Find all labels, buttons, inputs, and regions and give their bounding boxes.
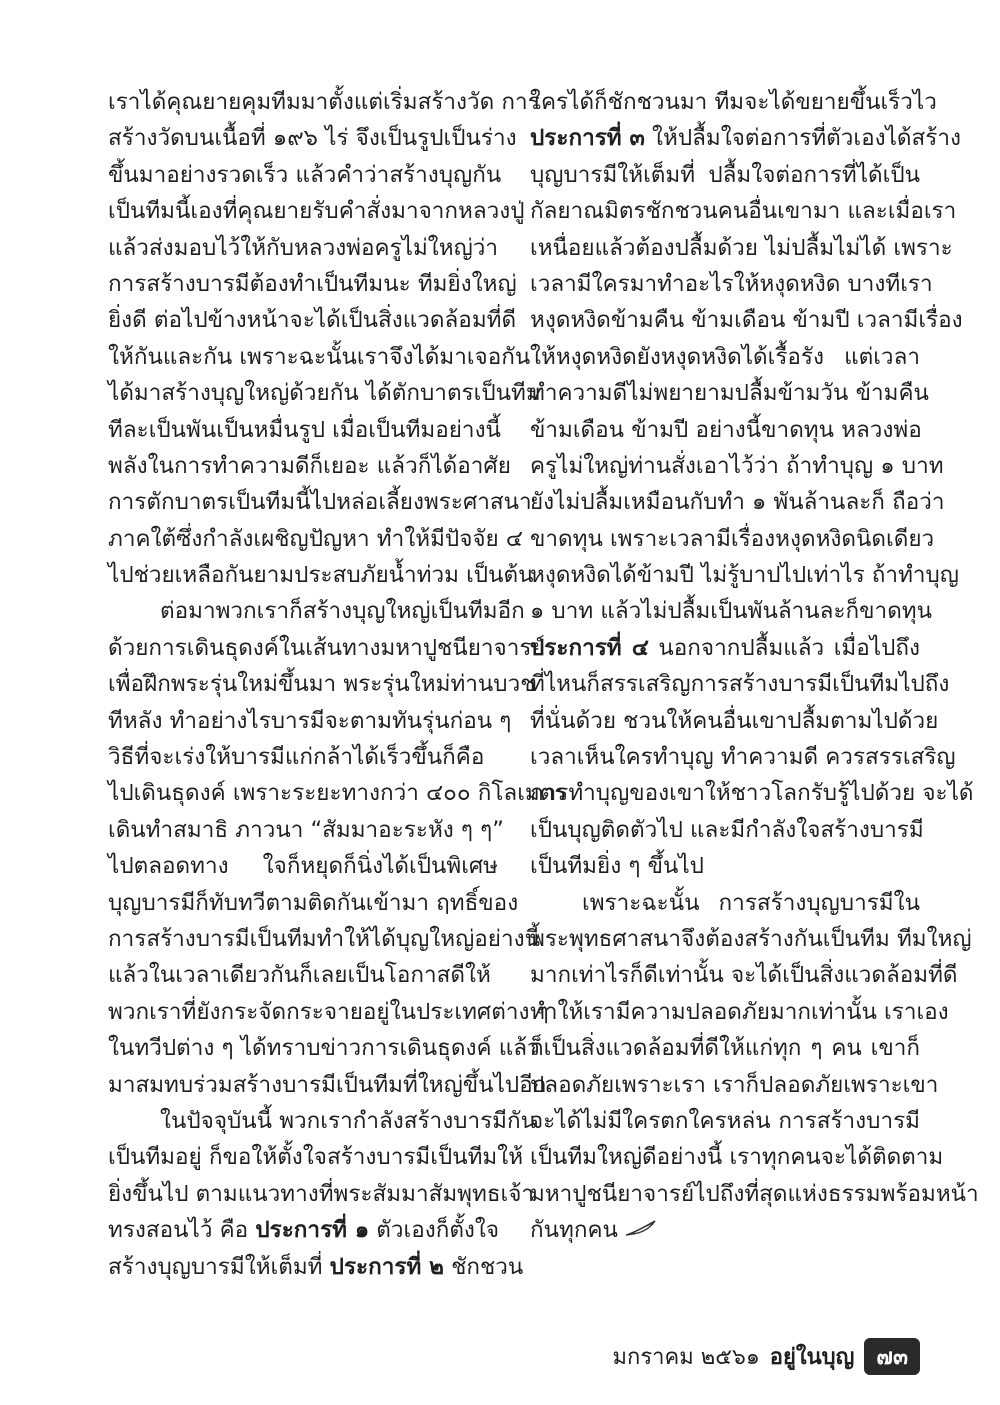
emphasis-text: ประการที่ ๑ <box>255 1217 370 1244</box>
line-text: บุญบารมีให้เต็มที่ ปลื้มใจต่อการที่ได้เป็น <box>530 161 920 188</box>
text-line <box>530 593 933 629</box>
text-line <box>530 775 974 811</box>
issue-date: มกราคม ๒๕๖๑ <box>612 1345 760 1370</box>
text-line <box>530 1067 939 1103</box>
text-line <box>530 1030 920 1066</box>
text-line <box>530 1176 979 1212</box>
feather-quill-icon <box>624 1212 658 1248</box>
line-text: แล้วในเวลาเดียวกันก็เลยเป็นโอกาสดีให้ <box>108 962 491 989</box>
text-line <box>530 339 920 375</box>
line-text: ในปัจจุบันนี้ พวกเรากำลังสร้างบารมีกัน <box>160 1107 537 1134</box>
line-text: พวกเราที่ยังกระจัดกระจายอยู่ในประเทศต่าง ๆ <box>108 998 549 1025</box>
line-text: เป็นบุญติดตัวไป และมีกำลังใจสร้างบารมี <box>530 816 924 843</box>
line-text: ทรงสอนไว้ คือ <box>108 1217 256 1244</box>
text-line <box>108 1176 535 1212</box>
text-line <box>108 812 504 848</box>
line-text: ไปช่วยเหลือกันยามประสบภัยน้ำท่วม เป็นต้น <box>108 562 534 589</box>
line-text: ข้ามเดือน ข้ามปี อย่างนี้ขาดทุน หลวงพ่อ <box>530 416 922 443</box>
text-line <box>108 448 511 484</box>
text-line <box>530 921 972 957</box>
text-line <box>108 739 498 775</box>
text-line <box>108 557 534 593</box>
page-number-badge: ๗๓ <box>864 1338 920 1375</box>
line-text: เหนื่อยแล้วต้องปลื้มด้วย ไม่ปลื้มไม่ได้ เพราะ <box>530 234 953 261</box>
line-text: ด้วยการเดินธุดงค์ในเส้นทางมหาปูชนียาจารย์ <box>108 634 545 661</box>
text-line <box>530 885 920 921</box>
line-text: ต่อมาพวกเราก็สร้างบุญใหญ่เป็นทีมอีก <box>160 598 525 625</box>
text-line <box>108 266 517 302</box>
line-text: สร้างบุญบารมีให้เต็มที่ <box>108 1253 330 1280</box>
text-line <box>530 994 949 1030</box>
line-text: ยิ่งดี ต่อไปข้างหน้าจะได้เป็นสิ่งแวดล้อมที่ดี <box>108 307 517 334</box>
text-line <box>108 1249 524 1285</box>
line-text: พระพุทธศาสนาจึงต้องสร้างกันเป็นทีม ทีมใหญ่ <box>530 925 972 952</box>
text-line <box>108 848 498 884</box>
line-text: พลังในการทำความดีก็เยอะ แล้วก็ได้อาศัย <box>108 452 511 479</box>
text-line <box>530 521 935 557</box>
text-line <box>530 812 924 848</box>
line-text: ตัวเองก็ตั้งใจ <box>369 1217 500 1244</box>
line-text: ที่ไหนก็สรรเสริญการสร้างบารมีเป็นทีมไปถึง <box>530 671 950 698</box>
line-text: เพื่อฝึกพระรุ่นใหม่ขึ้นมา พระรุ่นใหม่ท่านบวช <box>108 671 536 698</box>
line-text: ทีหลัง ทำอย่างไรบารมีจะตามทันรุ่นก่อน ๆ <box>108 707 512 734</box>
line-text: จะได้ไม่มีใครตกใครหล่น การสร้างบารมี <box>530 1107 920 1134</box>
right-column <box>530 84 979 1249</box>
text-line <box>108 230 498 266</box>
text-line <box>108 1030 540 1066</box>
line-text: กัลยาณมิตรชักชวนคนอื่นเขามา และเมื่อเรา <box>530 198 957 225</box>
line-text: ไปตลอดทาง ใจก็หยุดก็นิ่งได้เป็นพิเศษ <box>108 853 498 880</box>
text-line <box>108 1139 524 1175</box>
text-line <box>530 230 953 266</box>
text-line <box>530 484 945 520</box>
text-line <box>530 120 961 156</box>
text-line <box>108 957 498 993</box>
text-line <box>530 448 944 484</box>
text-line <box>108 521 523 557</box>
line-text: วิธีที่จะเร่งให้บารมีแก่กล้าได้เร็วขึ้นก็คือ <box>108 744 485 771</box>
line-text: ก็เป็นสิ่งแวดล้อมที่ดีให้แก่ทุก ๆ คน เขาก็ <box>530 1035 920 1062</box>
text-line <box>530 266 933 302</box>
text-line <box>108 703 512 739</box>
line-text: ในทวีปต่าง ๆ ได้ทราบข่าวการเดินธุดงค์ แล้ว <box>108 1035 540 1062</box>
line-text: ยิ่งขึ้นไป ตามแนวทางที่พระสัมมาสัมพุทธเจ้า <box>108 1180 535 1207</box>
emphasis-text: ประการที่ ๒ <box>329 1253 444 1280</box>
line-text: ทำความดีไม่พยายามปลื้มข้ามวัน ข้ามคืน <box>530 380 929 407</box>
text-line <box>530 412 920 448</box>
text-line <box>108 302 517 338</box>
text-line <box>108 484 532 520</box>
line-text: เพราะฉะนั้น การสร้างบุญบารมีใน <box>582 889 920 916</box>
line-text: เป็นทีมอยู่ ก็ขอให้ตั้งใจสร้างบารมีเป็นทีมให้ <box>108 1144 524 1171</box>
text-line <box>530 84 937 120</box>
text-line <box>108 1067 547 1103</box>
text-line <box>108 921 540 957</box>
line-text: มากเท่าไรก็ดีเท่านั้น จะได้เป็นสิ่งแวดล้อมที่ดี <box>530 962 958 989</box>
text-line <box>108 666 536 702</box>
line-text: แล้วส่งมอบไว้ให้กับหลวงพ่อครูไม่ใหญ่ว่า <box>108 234 499 261</box>
text-line <box>530 630 920 666</box>
text-line <box>108 1212 498 1248</box>
text-line <box>108 885 519 921</box>
text-line <box>108 630 545 666</box>
emphasis-text: ประการที่ ๓ <box>530 125 645 152</box>
line-text: ทำให้เรามีความปลอดภัยมากเท่านั้น เราเอง <box>530 998 949 1025</box>
line-text: ทีละเป็นพันเป็นหมื่นรูป เมื่อเป็นทีมอย่างนี้ <box>108 416 501 443</box>
text-line <box>108 193 525 229</box>
text-line <box>530 848 920 884</box>
left-column <box>108 84 567 1285</box>
line-text: บุญบารมีก็ทับทวีตามติดกันเข้ามา ฤทธิ์ของ <box>108 889 519 916</box>
magazine-title: อยู่ในบุญ <box>769 1345 855 1370</box>
text-line <box>108 120 517 156</box>
line-text: เป็นทีมนี้เองที่คุณยายรับคำสั่งมาจากหลวงปู่ <box>108 198 525 225</box>
line-text: ชักชวน <box>443 1253 524 1280</box>
text-line <box>530 157 920 193</box>
line-text: มหาปูชนียาจารย์ไปถึงที่สุดแห่งธรรมพร้อมหน้า <box>530 1180 979 1207</box>
line-text: ขึ้นมาอย่างรวดเร็ว แล้วคำว่าสร้างบุญกัน <box>108 161 502 188</box>
text-line <box>108 1103 537 1139</box>
line-text: การตักบาตรเป็นทีมนี้ไปหล่อเลี้ยงพระศาสนา <box>108 489 532 516</box>
line-text: เป็นทีมยิ่ง ๆ ขึ้นไป <box>530 853 704 880</box>
line-text: ยังไม่ปลื้มเหมือนกับทำ ๑ พันล้านละก็ ถือว่า <box>530 489 945 516</box>
line-text: ภาคใต้ซึ่งกำลังเผชิญปัญหา ทำให้มีปัจจัย ๔ <box>108 525 523 552</box>
line-text: หงุดหงิดข้ามคืน ข้ามเดือน ข้ามปี เวลามีเรื่อง <box>530 307 963 334</box>
line-text: การทำบุญของเขาให้ชาวโลกรับรู้ไปด้วย จะได้ <box>530 780 974 807</box>
line-text: ให้ปลื้มใจต่อการที่ตัวเองได้สร้าง <box>644 125 961 152</box>
text-line <box>530 739 956 775</box>
line-text: ครูไม่ใหญ่ท่านสั่งเอาไว้ว่า ถ้าทำบุญ ๑ บาท <box>530 452 944 479</box>
text-line <box>530 666 950 702</box>
line-text: ไปเดินธุดงค์ เพราะระยะทางกว่า ๔๐๐ กิโลเมตร <box>108 780 567 807</box>
text-line <box>108 593 525 629</box>
text-line <box>108 375 541 411</box>
text-line <box>530 1139 944 1175</box>
line-text: ๑ บาท แล้วไม่ปลื้มเป็นพันล้านละก็ขาดทุน <box>530 598 933 625</box>
text-line <box>108 775 567 811</box>
line-text: เราได้คุณยายคุมทีมมาตั้งแต่เริ่มสร้างวัด การ <box>108 89 540 115</box>
line-text: เวลามีใครมาทำอะไรให้หงุดหงิด บางทีเรา <box>530 270 933 297</box>
text-line <box>108 412 501 448</box>
line-text: ใครได้ก็ชักชวนมา ทีมจะได้ขยายขึ้นเร็วไว <box>530 89 937 115</box>
line-text: ขาดทุน เพราะเวลามีเรื่องหงุดหงิดนิดเดียว <box>530 525 935 552</box>
line-text: มาสมทบร่วมสร้างบารมีเป็นทีมที่ใหญ่ขึ้นไปอีก <box>108 1071 547 1098</box>
text-line <box>530 375 929 411</box>
line-text: การสร้างบารมีเป็นทีมทำให้ได้บุญใหญ่อย่างนี้ <box>108 925 540 952</box>
line-text: กันทุกคน <box>530 1217 618 1244</box>
text-line <box>530 1103 920 1139</box>
text-line <box>530 703 939 739</box>
text-line <box>530 557 959 593</box>
page-footer <box>613 1338 921 1375</box>
line-text: ได้มาสร้างบุญใหญ่ด้วยกัน ได้ตักบาตรเป็นทีม <box>108 380 541 407</box>
text-line <box>108 339 531 375</box>
text-line <box>108 157 502 193</box>
text-line <box>530 302 963 338</box>
line-text: เดินทำสมาธิ ภาวนา “สัมมาอะระหัง ๆ ๆ” <box>108 816 504 843</box>
text-line <box>530 1212 920 1248</box>
emphasis-text: ประการที่ ๔ <box>530 634 649 661</box>
line-text: การสร้างบารมีต้องทำเป็นทีมนะ ทีมยิ่งใหญ่ <box>108 270 517 297</box>
line-text: หงุดหงิดได้ข้ามปี ไม่รู้บาปไปเท่าไร ถ้าทำบุญ <box>530 562 959 589</box>
line-text: ปลอดภัยเพราะเรา เราก็ปลอดภัยเพราะเขา <box>530 1071 939 1098</box>
line-text: ที่นั่นด้วย ชวนให้คนอื่นเขาปลื้มตามไปด้วย <box>530 707 939 734</box>
line-text: ให้หงุดหงิดยังหงุดหงิดได้เรื้อรัง แต่เวลา <box>530 343 920 370</box>
line-text: เวลาเห็นใครทำบุญ ทำความดี ควรสรรเสริญ <box>530 744 956 771</box>
text-line <box>108 994 549 1030</box>
text-line <box>530 193 957 229</box>
line-text: ให้กันและกัน เพราะฉะนั้นเราจึงได้มาเจอกัน <box>108 343 531 370</box>
text-line <box>108 84 540 120</box>
line-text: เป็นทีมใหญ่ดีอย่างนี้ เราทุกคนจะได้ติดตาม <box>530 1144 944 1171</box>
text-line <box>530 957 958 993</box>
line-text: สร้างวัดบนเนื้อที่ ๑๙๖ ไร่ จึงเป็นรูปเป็นร่าง <box>108 125 517 152</box>
line-text: นอกจากปลื้มแล้ว เมื่อไปถึง <box>648 634 920 661</box>
